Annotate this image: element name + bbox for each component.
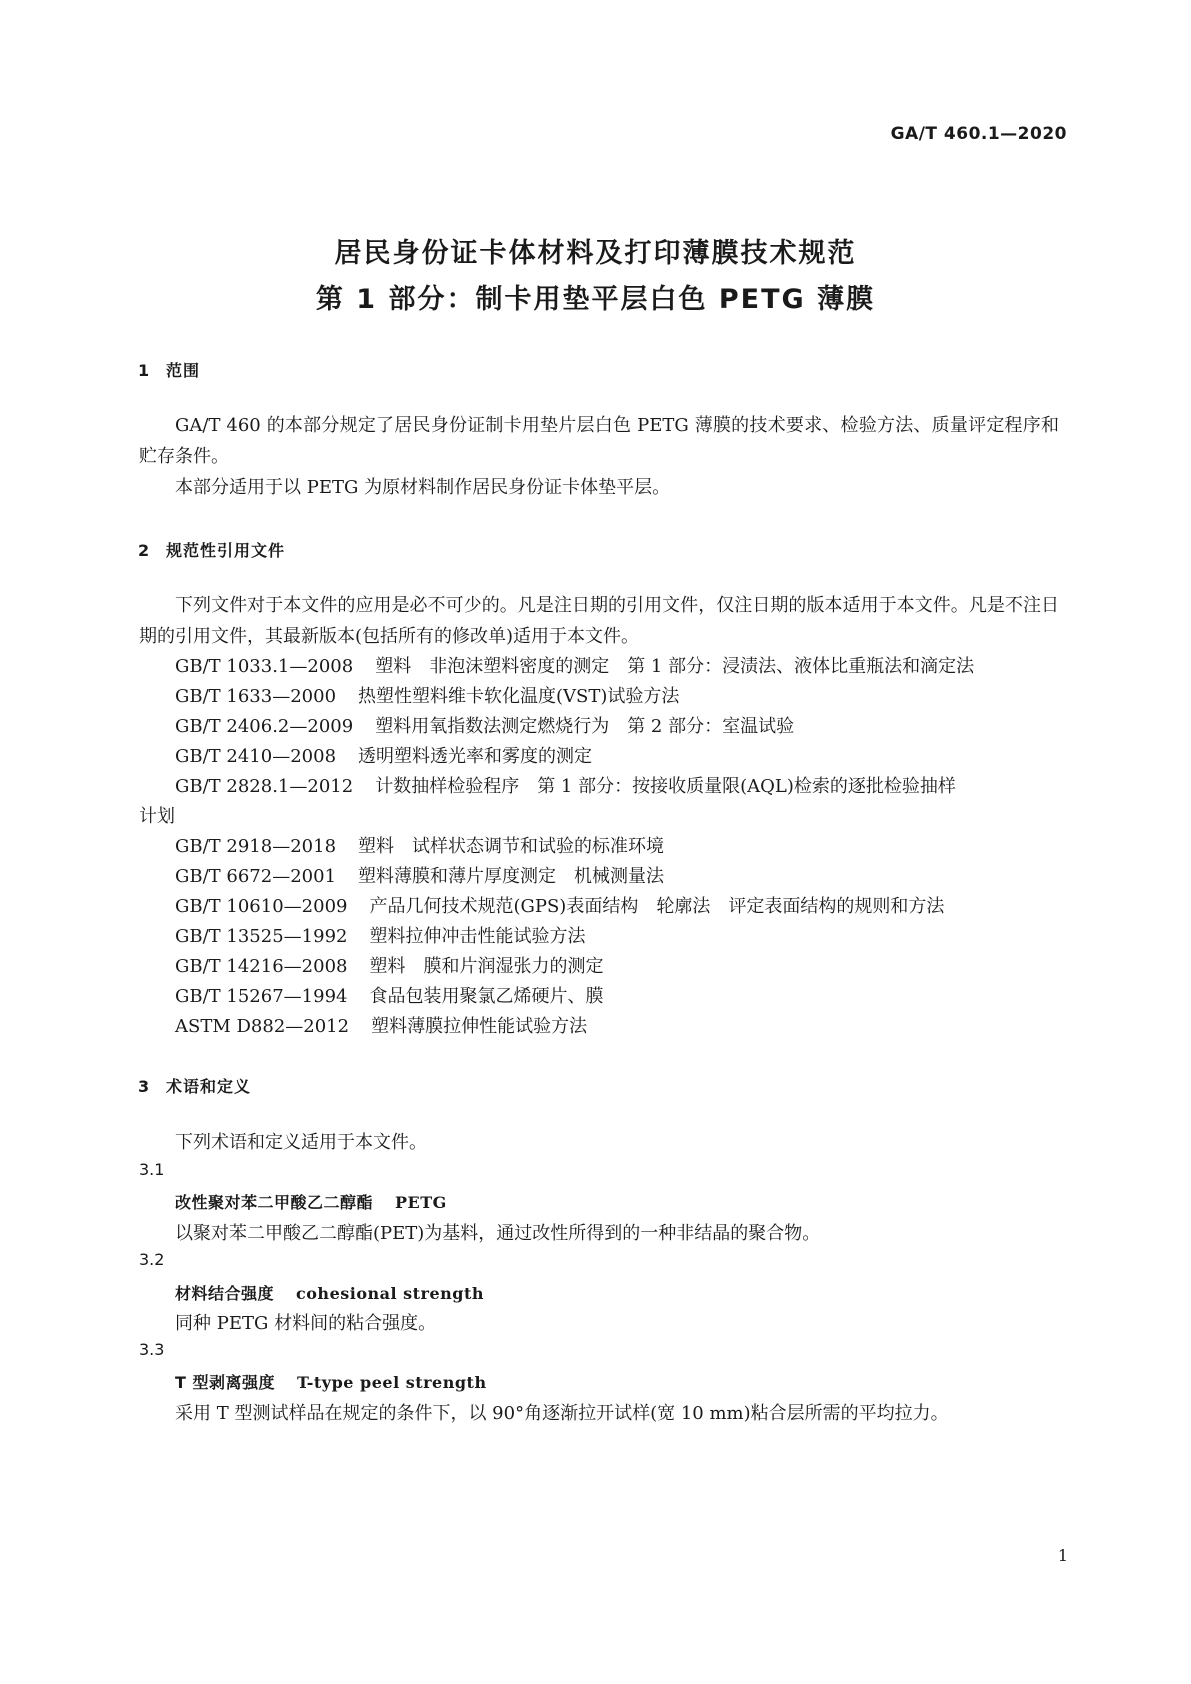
reference-title: 计数抽样检验程序 第 1 部分：按接收质量限(AQL)检索的逐批检验抽样 [375, 776, 956, 797]
reference-code: GB/T 6672—2001 [175, 866, 337, 887]
section-title: 术语和定义 [166, 1077, 252, 1096]
reference-title: 塑料薄膜拉伸性能试验方法 [371, 1016, 588, 1037]
section-title: 规范性引用文件 [166, 541, 286, 560]
reference-item [175, 742, 592, 768]
scope-paragraph-2: 本部分适用于以 PETG 为原材料制作居民身份证卡体垫平层。 [175, 477, 671, 498]
reference-code: GB/T 1033.1—2008 [175, 656, 354, 677]
refs-intro: 下列文件对于本文件的应用是必不可少的。凡是注日期的引用文件，仅注日期的版本适用于本文件。凡是不注日期的引用文件，其最新版本(包括所有的修改单)适用于本文件。 [139, 595, 1059, 647]
section-title: 范围 [166, 361, 201, 380]
reference-item [175, 832, 664, 858]
reference-code: GB/T 2828.1—2012 [175, 776, 354, 797]
reference-title: 透明塑料透光率和雾度的测定 [358, 746, 593, 767]
reference-item [175, 772, 956, 798]
reference-code: GB/T 13525—1992 [175, 926, 348, 947]
standard-code: GA/T 460.1—2020 [890, 124, 1067, 144]
reference-title: 塑料薄膜和薄片厚度测定 机械测量法 [358, 866, 665, 887]
reference-code: GB/T 1633—2000 [175, 686, 337, 707]
reference-title: 塑料拉伸冲击性能试验方法 [369, 926, 586, 947]
reference-title: 塑料 膜和片润湿张力的测定 [369, 956, 604, 977]
reference-title: 食品包装用聚氯乙烯硬片、膜 [369, 986, 604, 1007]
term-zh: 改性聚对苯二甲酸乙二醇酯 [175, 1193, 374, 1212]
term-number: 3.1 [139, 1160, 165, 1179]
reference-title: 塑料 试样状态调节和试验的标准环境 [358, 836, 665, 857]
term-en: cohesional strength [296, 1284, 484, 1303]
document-subtitle: 第 1 部分：制卡用垫平层白色 PETG 薄膜 [315, 284, 876, 315]
term-en: PETG [395, 1193, 447, 1212]
reference-code: GB/T 2410—2008 [175, 746, 337, 767]
reference-code: GB/T 15267—1994 [175, 986, 348, 1007]
term-number: 3.3 [139, 1340, 165, 1359]
term-zh: 材料结合强度 [175, 1284, 275, 1303]
reference-code: GB/T 2918—2018 [175, 836, 337, 857]
section-number: 2 [138, 541, 151, 560]
section-heading-terms [138, 1074, 251, 1097]
term-number: 3.2 [139, 1250, 165, 1269]
reference-item [175, 892, 944, 918]
reference-code: GB/T 2406.2—2009 [175, 716, 354, 737]
scope-paragraph-1: GA/T 460 的本部分规定了居民身份证制卡用垫片层白色 PETG 薄膜的技术要求、检验方法、质量评定程序和贮存条件。 [139, 415, 1059, 467]
reference-title: 产品几何技术规范(GPS)表面结构 轮廓法 评定表面结构的规则和方法 [369, 896, 945, 917]
term-definition: 同种 PETG 材料间的粘合强度。 [175, 1313, 437, 1334]
reference-title: 塑料用氧指数法测定燃烧行为 第 2 部分：室温试验 [375, 716, 795, 737]
reference-item [175, 922, 585, 948]
document-title: 居民身份证卡体材料及打印薄膜技术规范 [334, 238, 857, 269]
section-number: 3 [138, 1077, 151, 1096]
section-heading-refs [138, 538, 285, 561]
term-en: T-type peel strength [297, 1373, 487, 1392]
terms-intro: 下列术语和定义适用于本文件。 [175, 1132, 427, 1153]
reference-continuation: 计划 [139, 806, 175, 827]
reference-title: 热塑性塑料维卡软化温度(VST)试验方法 [358, 686, 680, 707]
reference-code: GB/T 14216—2008 [175, 956, 348, 977]
term-heading [175, 1370, 487, 1393]
reference-item [175, 862, 664, 888]
reference-item [175, 1012, 587, 1038]
term-heading [175, 1281, 484, 1304]
reference-item [175, 712, 794, 738]
page-number: 1 [1057, 1546, 1068, 1565]
section-heading-scope [138, 358, 200, 381]
reference-item [175, 952, 603, 978]
reference-item [175, 982, 603, 1008]
reference-code: ASTM D882—2012 [175, 1016, 350, 1037]
term-zh: T 型剥离强度 [175, 1373, 275, 1392]
reference-item [175, 652, 974, 678]
term-heading [175, 1190, 447, 1213]
reference-title: 塑料 非泡沫塑料密度的测定 第 1 部分：浸渍法、液体比重瓶法和滴定法 [375, 656, 975, 677]
reference-code: GB/T 10610—2009 [175, 896, 348, 917]
reference-item [175, 682, 679, 708]
term-definition: 采用 T 型测试样品在规定的条件下，以 90°角逐渐拉开试样(宽 10 mm)粘合层所需的平均拉力。 [175, 1403, 949, 1424]
term-definition: 以聚对苯二甲酸乙二醇酯(PET)为基料，通过改性所得到的一种非结晶的聚合物。 [175, 1223, 821, 1244]
section-number: 1 [138, 361, 151, 380]
